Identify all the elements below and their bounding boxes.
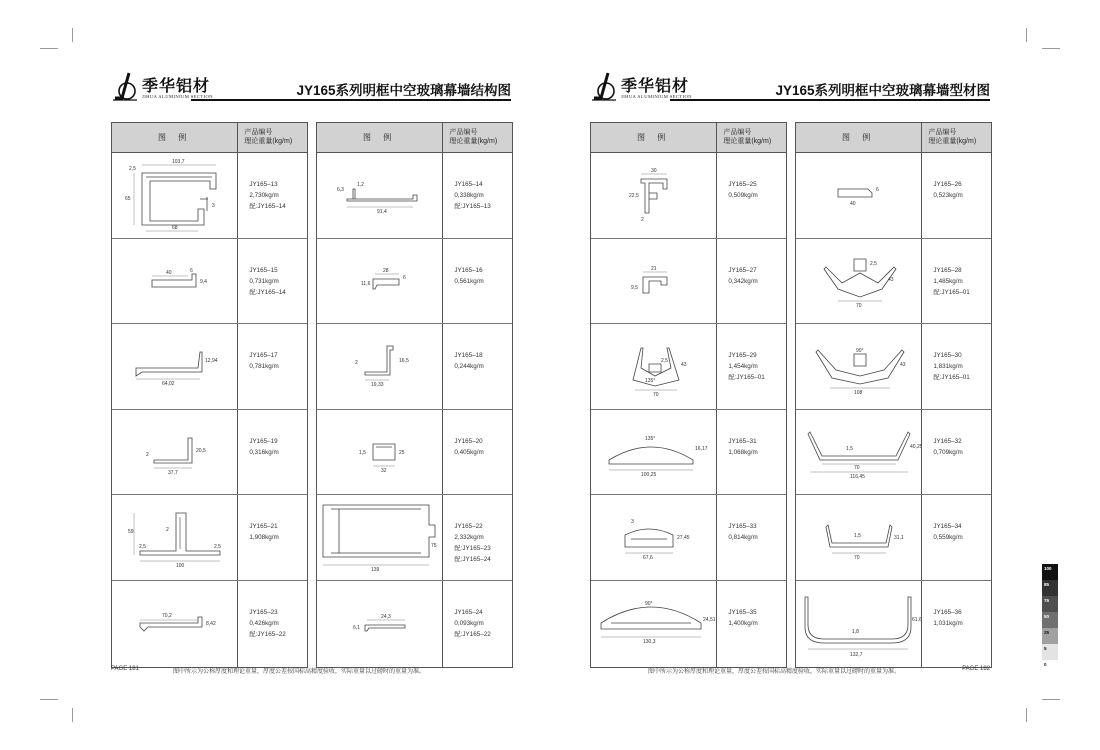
dimension-label: 11,6 bbox=[361, 280, 371, 287]
brand-name-english: JIHUA ALUMINIUM SECTION bbox=[621, 94, 692, 99]
profile-drawing bbox=[112, 581, 238, 667]
product-pairing: 配:JY165–22 bbox=[454, 630, 491, 638]
dimension-label: 20,5 bbox=[196, 447, 206, 454]
header-rule bbox=[191, 99, 511, 101]
color-swatch: 25 bbox=[1042, 628, 1058, 644]
product-weight: 0,509kg/m bbox=[728, 192, 758, 199]
product-code: JY165–16 bbox=[454, 266, 483, 274]
profile-row bbox=[591, 581, 786, 667]
footer-note: 图中所示为公称厚度和理论重量，厚度公差按国标高精度验收，实际重量以过磅时的重量为准。 bbox=[648, 669, 901, 675]
profile-info bbox=[443, 410, 512, 495]
profile-row bbox=[112, 239, 307, 325]
profile-jy165-17-drawing bbox=[112, 324, 238, 409]
product-code: JY165–14 bbox=[454, 181, 483, 188]
dimension-label: 108 bbox=[854, 390, 863, 397]
dimension-label: 90° bbox=[856, 348, 864, 355]
product-weight: 2,730kg/m bbox=[249, 192, 279, 199]
color-swatch: 85 bbox=[1042, 580, 1058, 596]
header-diagram: 图 例 bbox=[591, 123, 717, 152]
dimension-label: 139 bbox=[371, 567, 380, 574]
profile-info bbox=[717, 581, 786, 667]
profile-jy165-26-drawing bbox=[796, 153, 922, 238]
dimension-label: 40,25 bbox=[910, 443, 923, 450]
brand-logo-icon bbox=[590, 72, 618, 102]
profile-info bbox=[717, 410, 786, 495]
dimension-label: 1,8 bbox=[852, 628, 859, 635]
product-code: JY165–33 bbox=[728, 523, 757, 531]
dimension-label: 6 bbox=[190, 267, 193, 274]
dimension-label: 1,5 bbox=[854, 533, 861, 540]
product-code: JY165–24 bbox=[454, 608, 483, 616]
profile-drawing bbox=[591, 581, 717, 667]
dimension-label: 116,45 bbox=[850, 473, 865, 480]
dimension-label: 130,3 bbox=[643, 638, 656, 645]
profile-row bbox=[591, 410, 786, 496]
product-code: JY165–30 bbox=[933, 352, 962, 360]
profile-row bbox=[591, 239, 786, 325]
profile-info bbox=[922, 581, 991, 667]
product-weight: 0,731kg/m bbox=[249, 277, 279, 285]
profile-drawing bbox=[591, 153, 717, 238]
profile-jy165-34-drawing bbox=[796, 495, 922, 580]
profile-info bbox=[443, 581, 512, 667]
header-code: 产品编号 bbox=[244, 129, 273, 136]
header-weight: 理论重量(kg/m) bbox=[928, 138, 977, 145]
dimension-label: 103,7 bbox=[172, 159, 185, 165]
dimension-label: 1,2 bbox=[357, 182, 364, 188]
profile-drawing bbox=[796, 153, 922, 238]
product-weight: 1,400kg/m bbox=[728, 619, 758, 627]
profile-jy165-18-drawing bbox=[317, 324, 443, 409]
header-weight: 理论重量(kg/m) bbox=[244, 138, 293, 145]
dimension-label: 27,45 bbox=[677, 535, 690, 542]
profile-drawing bbox=[591, 239, 717, 324]
footer-note: 图中所示为公称厚度和理论重量，厚度公差按国标高精度验收，实际重量以过磅时的重量为准。 bbox=[173, 669, 426, 675]
color-calibration-bar bbox=[1042, 564, 1058, 676]
dimension-label: 2,5 bbox=[661, 358, 668, 365]
brand-name: 季华铝材 bbox=[142, 78, 211, 95]
profile-info bbox=[922, 239, 991, 324]
product-weight: 0,316kg/m bbox=[249, 448, 279, 456]
product-code: JY165–21 bbox=[249, 523, 278, 531]
profile-drawing bbox=[112, 324, 238, 409]
profile-row bbox=[796, 581, 991, 667]
product-code: JY165–36 bbox=[933, 608, 962, 616]
product-weight: 0,338kg/m bbox=[454, 192, 484, 199]
dimension-label: 43 bbox=[888, 276, 894, 283]
product-weight: 0,342kg/m bbox=[728, 277, 758, 285]
profile-drawing bbox=[317, 410, 443, 495]
dimension-label: 16,5 bbox=[399, 358, 409, 365]
dimension-label: 43 bbox=[900, 362, 906, 369]
product-code: JY165–26 bbox=[933, 181, 962, 188]
profile-row bbox=[112, 581, 307, 667]
product-code: JY165–22 bbox=[454, 523, 483, 531]
dimension-label: 31,1 bbox=[894, 535, 904, 542]
table-header bbox=[317, 123, 512, 153]
dimension-label: 16,17 bbox=[695, 445, 708, 452]
product-code: JY165–18 bbox=[454, 352, 483, 360]
page-header bbox=[590, 70, 990, 108]
product-weight: 1,831kg/m bbox=[933, 363, 963, 371]
profile-drawing bbox=[796, 495, 922, 580]
profile-jy165-30-drawing bbox=[796, 324, 922, 409]
profile-jy165-31-drawing bbox=[591, 410, 717, 495]
profile-info bbox=[922, 495, 991, 580]
product-code: JY165–13 bbox=[249, 181, 278, 188]
profile-table bbox=[795, 122, 992, 668]
product-pairing: 配:JY165–01 bbox=[728, 374, 765, 382]
profile-row bbox=[796, 410, 991, 496]
profile-info bbox=[717, 239, 786, 324]
profile-drawing bbox=[317, 324, 443, 409]
profile-info bbox=[238, 495, 307, 580]
crop-mark bbox=[1042, 699, 1060, 700]
product-weight: 0,559kg/m bbox=[933, 534, 963, 542]
dimension-label: 2 bbox=[166, 527, 169, 534]
dimension-label: 100 bbox=[176, 563, 185, 570]
dimension-label: 59 bbox=[128, 529, 134, 536]
product-pairing: 配:JY165–23 bbox=[454, 545, 491, 553]
product-code: JY165–31 bbox=[728, 437, 757, 445]
header-info bbox=[443, 123, 512, 152]
dimension-label: 6,3 bbox=[337, 187, 344, 193]
header-diagram: 图 例 bbox=[796, 123, 922, 152]
color-swatch: 0 bbox=[1042, 660, 1058, 676]
profile-row bbox=[112, 410, 307, 496]
dimension-label: 6 bbox=[403, 274, 406, 281]
product-weight: 0,523kg/m bbox=[933, 192, 963, 199]
profile-jy165-15-drawing bbox=[112, 239, 238, 324]
product-code: JY165–29 bbox=[728, 352, 757, 360]
profile-row bbox=[317, 581, 512, 667]
header-info bbox=[717, 123, 786, 152]
profile-jy165-20-drawing bbox=[317, 410, 443, 495]
profile-jy165-27-drawing bbox=[591, 239, 717, 324]
profile-row bbox=[317, 239, 512, 325]
profile-info bbox=[717, 153, 786, 238]
table-header bbox=[112, 123, 307, 153]
dimension-label: 70 bbox=[854, 555, 860, 562]
profile-drawing bbox=[591, 495, 717, 580]
table-header bbox=[591, 123, 786, 153]
dimension-label: 90° bbox=[645, 600, 653, 607]
dimension-label: 70,2 bbox=[162, 612, 172, 619]
dimension-label: 68 bbox=[172, 225, 178, 231]
profile-info bbox=[238, 410, 307, 495]
profile-drawing bbox=[112, 153, 238, 238]
dimension-label: 1,5 bbox=[846, 445, 853, 452]
dimension-label: 12,94 bbox=[205, 358, 218, 365]
crop-mark bbox=[1042, 48, 1060, 49]
profile-drawing bbox=[112, 410, 238, 495]
table-header bbox=[796, 123, 991, 153]
dimension-label: 135° bbox=[645, 378, 656, 385]
dimension-label: 32 bbox=[381, 467, 387, 474]
crop-mark bbox=[1026, 708, 1027, 722]
profile-info bbox=[922, 324, 991, 409]
product-code: JY165–17 bbox=[249, 352, 278, 360]
profile-drawing bbox=[591, 324, 717, 409]
color-swatch: 75 bbox=[1042, 596, 1058, 612]
product-weight: 0,244kg/m bbox=[454, 363, 484, 371]
dimension-label: 24,51 bbox=[703, 616, 716, 623]
product-code: JY165–25 bbox=[728, 181, 757, 188]
product-weight: 1,031kg/m bbox=[933, 619, 963, 627]
dimension-label: 8,42 bbox=[206, 620, 216, 627]
profile-row bbox=[591, 153, 786, 239]
crop-mark bbox=[72, 708, 73, 722]
product-pairing: 配:JY165–13 bbox=[454, 203, 491, 210]
profile-row bbox=[796, 239, 991, 325]
profile-info bbox=[443, 495, 512, 580]
profile-row bbox=[112, 495, 307, 581]
header-diagram: 图 例 bbox=[112, 123, 238, 152]
profile-drawing bbox=[317, 153, 443, 238]
profile-row bbox=[796, 324, 991, 410]
product-weight: 0,426kg/m bbox=[249, 619, 279, 627]
product-code: JY165–27 bbox=[728, 266, 757, 274]
dimension-label: 135° bbox=[645, 435, 656, 442]
product-weight: 0,814kg/m bbox=[728, 534, 758, 542]
product-pairing: 配:JY165–01 bbox=[933, 288, 970, 296]
dimension-label: 91,4 bbox=[377, 209, 387, 215]
product-pairing: 配:JY165–14 bbox=[249, 203, 286, 210]
profile-info bbox=[922, 410, 991, 495]
brand-name-english: JIHUA ALUMINIUM SECTION bbox=[142, 94, 213, 99]
profile-row bbox=[112, 324, 307, 410]
product-weight: 1,908kg/m bbox=[249, 534, 279, 542]
product-code: JY165–23 bbox=[249, 608, 278, 616]
profile-info bbox=[443, 324, 512, 409]
header-code: 产品编号 bbox=[449, 129, 478, 136]
profile-row bbox=[317, 410, 512, 496]
profile-jy165-35-drawing bbox=[591, 581, 717, 666]
dimension-label: 132,7 bbox=[850, 651, 863, 658]
dimension-label: 6 bbox=[876, 187, 879, 193]
profile-row bbox=[591, 324, 786, 410]
dimension-label: 3 bbox=[212, 203, 215, 209]
dimension-label: 40 bbox=[166, 269, 172, 276]
profile-drawing bbox=[112, 495, 238, 580]
dimension-label: 75 bbox=[431, 543, 437, 550]
dimension-label: 37,7 bbox=[168, 469, 178, 476]
dimension-label: 19,33 bbox=[371, 382, 384, 389]
dimension-label: 24,3 bbox=[381, 613, 391, 620]
catalog-page-left bbox=[111, 70, 511, 685]
profile-info bbox=[238, 153, 307, 238]
profile-jy165-13-drawing bbox=[112, 153, 238, 238]
dimension-label: 61,6 bbox=[912, 616, 922, 623]
crop-mark bbox=[40, 699, 58, 700]
profile-drawing bbox=[112, 239, 238, 324]
profile-row bbox=[317, 153, 512, 239]
dimension-label: 1,5 bbox=[359, 449, 366, 456]
color-swatch: 5 bbox=[1042, 644, 1058, 660]
dimension-label: 70 bbox=[856, 302, 862, 309]
profile-row bbox=[796, 495, 991, 581]
profile-jy165-16-drawing bbox=[317, 239, 443, 324]
product-code: JY165–20 bbox=[454, 437, 483, 445]
product-weight: 1,485kg/m bbox=[933, 277, 963, 285]
page-footer bbox=[590, 666, 990, 678]
profile-info bbox=[717, 324, 786, 409]
profile-jy165-21-drawing bbox=[112, 495, 238, 580]
profile-info bbox=[238, 324, 307, 409]
product-weight: 2,332kg/m bbox=[454, 534, 484, 542]
product-pairing: 配:JY165–22 bbox=[249, 630, 286, 638]
color-swatch: 100 bbox=[1042, 564, 1058, 580]
product-weight: 0,781kg/m bbox=[249, 363, 279, 371]
brand-logo-icon bbox=[111, 72, 139, 102]
product-code: JY165–34 bbox=[933, 523, 962, 531]
product-weight: 1,454kg/m bbox=[728, 363, 758, 371]
profile-drawing bbox=[317, 581, 443, 667]
profile-jy165-28-drawing bbox=[796, 239, 922, 324]
product-pairing: 配:JY165–01 bbox=[933, 374, 970, 382]
dimension-label: 67,6 bbox=[643, 555, 653, 562]
profile-drawing bbox=[796, 581, 922, 667]
dimension-label: 6,1 bbox=[353, 624, 360, 631]
product-weight: 1,068kg/m bbox=[728, 448, 758, 456]
profile-drawing bbox=[317, 239, 443, 324]
dimension-label: 9,4 bbox=[200, 278, 207, 285]
profile-jy165-14-drawing bbox=[317, 153, 443, 238]
dimension-label: 9,5 bbox=[631, 284, 638, 291]
product-pairing: 配:JY165–24 bbox=[454, 556, 491, 564]
dimension-label: 25 bbox=[399, 449, 405, 456]
dimension-label: 22,5 bbox=[629, 193, 639, 199]
product-pairing: 配:JY165–14 bbox=[249, 288, 286, 296]
dimension-label: 70 bbox=[854, 464, 860, 471]
profile-jy165-36-drawing bbox=[796, 581, 922, 666]
page-header bbox=[111, 70, 511, 108]
dimension-label: 2,5 bbox=[870, 260, 877, 267]
product-code: JY165–35 bbox=[728, 608, 757, 616]
profile-jy165-32-drawing bbox=[796, 410, 922, 495]
color-swatch: 50 bbox=[1042, 612, 1058, 628]
dimension-label: 30 bbox=[651, 168, 657, 174]
dimension-label: 100,25 bbox=[641, 471, 657, 478]
page-number: PAGE 182 bbox=[962, 666, 990, 672]
profile-drawing bbox=[796, 410, 922, 495]
header-info bbox=[238, 123, 307, 152]
profile-info bbox=[717, 495, 786, 580]
profile-jy165-22-drawing bbox=[317, 495, 443, 580]
dimension-label: 70 bbox=[653, 392, 659, 399]
crop-mark bbox=[1026, 28, 1027, 42]
page-footer bbox=[111, 666, 511, 678]
product-weight: 0,561kg/m bbox=[454, 277, 484, 285]
profile-row bbox=[591, 495, 786, 581]
product-code: JY165–32 bbox=[933, 437, 962, 445]
product-code: JY165–15 bbox=[249, 266, 278, 274]
profile-drawing bbox=[317, 495, 443, 580]
profile-info bbox=[238, 239, 307, 324]
profile-drawing bbox=[591, 410, 717, 495]
profile-table bbox=[316, 122, 513, 668]
profile-row bbox=[796, 153, 991, 239]
header-rule bbox=[670, 99, 990, 101]
product-weight: 0,405kg/m bbox=[454, 448, 484, 456]
crop-mark bbox=[40, 48, 58, 49]
profile-jy165-33-drawing bbox=[591, 495, 717, 580]
profile-jy165-24-drawing bbox=[317, 581, 443, 666]
profile-jy165-29-drawing bbox=[591, 324, 717, 409]
profile-drawing bbox=[796, 324, 922, 409]
profile-row bbox=[317, 324, 512, 410]
profile-jy165-25-drawing bbox=[591, 153, 717, 238]
profile-table bbox=[111, 122, 308, 668]
profile-jy165-19-drawing bbox=[112, 410, 238, 495]
profile-table bbox=[590, 122, 787, 668]
dimension-label: 21 bbox=[651, 265, 657, 272]
header-weight: 理论重量(kg/m) bbox=[449, 138, 498, 145]
product-code: JY165–28 bbox=[933, 266, 962, 274]
product-weight: 0,093kg/m bbox=[454, 619, 484, 627]
profile-drawing bbox=[796, 239, 922, 324]
profile-row bbox=[112, 153, 307, 239]
dimension-label: 2 bbox=[355, 360, 358, 367]
header-info bbox=[922, 123, 991, 152]
header-diagram: 图 例 bbox=[317, 123, 443, 152]
dimension-label: 2,5 bbox=[214, 544, 221, 551]
dimension-label: 64,02 bbox=[162, 381, 175, 388]
profile-info bbox=[443, 239, 512, 324]
header-weight: 理论重量(kg/m) bbox=[723, 138, 772, 145]
profile-info bbox=[922, 153, 991, 238]
profile-info bbox=[443, 153, 512, 238]
dimension-label: 3 bbox=[631, 519, 634, 526]
page-title: JY165系列明框中空玻璃幕墙结构图 bbox=[296, 83, 511, 98]
product-code: JY165–19 bbox=[249, 437, 278, 445]
dimension-label: 2 bbox=[641, 217, 644, 223]
dimension-label: 2 bbox=[146, 451, 149, 458]
profile-jy165-23-drawing bbox=[112, 581, 238, 666]
dimension-label: 2,5 bbox=[129, 166, 136, 172]
dimension-label: 28 bbox=[383, 267, 389, 274]
dimension-label: 43 bbox=[681, 362, 687, 369]
page-number: PAGE 181 bbox=[111, 666, 139, 672]
crop-mark bbox=[72, 28, 73, 42]
dimension-label: 40 bbox=[850, 201, 856, 207]
header-code: 产品编号 bbox=[928, 129, 957, 136]
profile-info bbox=[238, 581, 307, 667]
page-title: JY165系列明框中空玻璃幕墙型材图 bbox=[775, 83, 990, 98]
product-weight: 0,709kg/m bbox=[933, 448, 963, 456]
brand-name: 季华铝材 bbox=[621, 78, 690, 95]
profile-row bbox=[317, 495, 512, 581]
header-code: 产品编号 bbox=[723, 129, 752, 136]
catalog-page-right bbox=[590, 70, 990, 685]
dimension-label: 2,5 bbox=[139, 544, 146, 551]
dimension-label: 65 bbox=[125, 196, 131, 202]
